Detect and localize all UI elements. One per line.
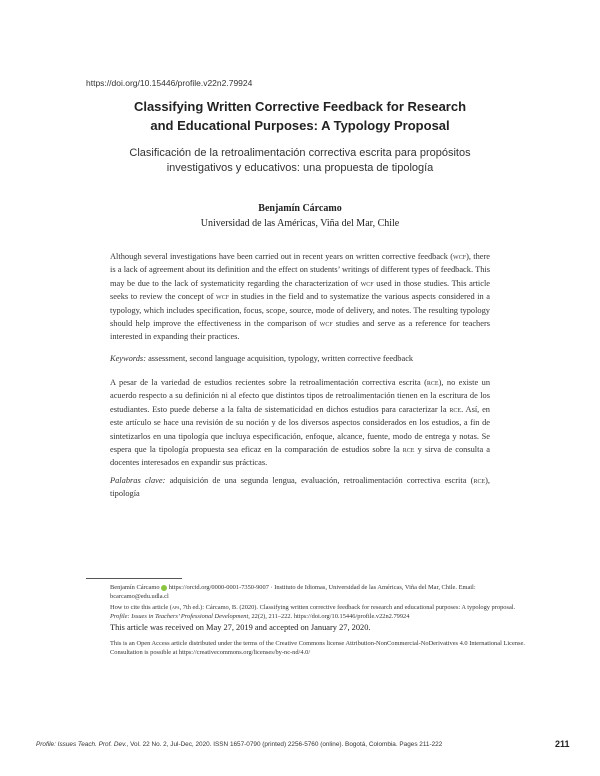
citation-text: , 22(2), 211–222. https://doi.org/10.15446/profile.v22n2.79924 <box>248 613 410 621</box>
abstract-text: in studies in the field and to systematize the various aspects considered in a typology, which includes specification, focus, scope, source, mode of delivery, and notes. The resulting typology should help improve the effectiveness in the comparison of <box>110 292 490 329</box>
abstract-text: studies and serve as a reference for teachers interested in expanding their practices. <box>110 319 490 342</box>
subtitle-line-1: Clasificación de la retroalimentación correctiva escrita para propósitos <box>129 147 471 159</box>
citation-footnote <box>110 603 530 621</box>
palabras-clave-text: ), tipología <box>110 476 490 499</box>
footer-text: , Vol. 22 No. 2, Jul-Dec, 2020. ISSN 1657-0790 (printed) 2256-5760 (online). Bogotá, Colombia. Pages 211-222 <box>126 741 443 748</box>
citation-journal: Profile: Issues in Teachers’ Professional Development <box>110 613 249 621</box>
keywords-text: assessment, second language acquisition, typology, written corrective feedback <box>145 354 414 363</box>
resumen-text: ), no existe un acuerdo respecto a su definición ni al efecto que distintos tipos de retroalimentación tienen en la escritura de los estudiantes. Esto puede deberse a la falta de sistematicidad en dichos estudios para caracterizar la <box>110 378 491 414</box>
page-number: 211 <box>555 739 570 749</box>
abstract-text: Although several investigations have been carried out in recent years on written corrective feedback ( <box>110 252 454 261</box>
footnote-divider <box>86 578 182 579</box>
article-title <box>80 97 520 135</box>
abbreviation: rce <box>473 476 486 485</box>
title-line-2: and Educational Purposes: A Typology Proposal <box>150 118 450 133</box>
abbreviation: rce <box>449 404 462 414</box>
abbreviation: rce <box>402 445 415 455</box>
abbreviation: wcf <box>319 319 333 329</box>
abbreviation: wcf <box>453 252 467 261</box>
received-note: This article was received on May 27, 2019 and accepted on January 27, 2020. <box>110 623 371 632</box>
abbreviation: apa <box>171 604 180 611</box>
abbreviation: wcf <box>360 278 374 288</box>
doi-link[interactable]: https://doi.org/10.15446/profile.v22n2.79924 <box>86 78 253 88</box>
citation-text: , 7th ed.): Cárcamo, B. (2020). Classifying written corrective feedback for research and educational purposes: A typology proposal. <box>179 604 516 611</box>
author-footnote-text: https://orcid.org/0000-0001-7350-9007 · Instituto de Idiomas, Universidad de las Américas, Viña del Mar, Chile. Email: bcarcamo@edu.udla.cl <box>110 584 476 601</box>
keywords-label: Keywords: <box>110 354 146 363</box>
journal-footer <box>36 741 442 748</box>
abbreviation: wcf <box>216 292 230 302</box>
palabras-clave-text: adquisición de una segunda lengua, evaluación, retroalimentación correctiva escrita ( <box>165 476 474 485</box>
author-footnote <box>110 583 530 601</box>
keywords <box>110 352 490 365</box>
author-affiliation: Universidad de las Américas, Viña del Mar, Chile <box>200 218 400 229</box>
article-subtitle <box>80 146 520 176</box>
author-footnote-name: Benjamín Cárcamo <box>110 584 160 591</box>
resumen-text: A pesar de la variedad de estudios recientes sobre la retroalimentación correctiva escrita ( <box>110 378 427 387</box>
abstract-text: used in those studies. This article seeks to review the concept of <box>110 278 491 302</box>
author-name: Benjamín Cárcamo <box>258 203 342 214</box>
palabras-clave <box>110 474 490 501</box>
resumen-text: y sirva de consulta a docentes interesados en expandir sus prácticas. <box>110 445 491 468</box>
footer-journal-name: Profile: Issues Teach. Prof. Dev. <box>36 741 127 748</box>
title-line-1: Classifying Written Corrective Feedback for Research <box>133 99 467 114</box>
resumen-text: . Así, en este artículo se hace una revisión de su noción y de los diversos aspectos considerados en los estudios, a fin de sintetizarlos en una tipología que incluya especificación, enfoque, alcance, fuente, modo de entrega y notas. Se espera que la tipología propuesta sea eficaz en la comparación de estudios sobre la <box>110 404 490 455</box>
license-footnote: This is an Open Access article distributed under the terms of the Creative Commons license Attribution-NonCommercial-NoDerivatives 4.0 International License. Consultation is possible at https://creativecommons.org/licenses/by-nc-nd/4.0/ <box>110 640 525 657</box>
palabras-clave-label: Palabras clave: <box>110 476 166 485</box>
subtitle-line-2: investigativos y educativos: una propuesta de tipología <box>166 162 434 174</box>
citation-text: How to cite this article ( <box>110 604 172 611</box>
abstract-text: ), there is a lack of agreement about its definition and the effect on students’ writings of different types of feedback. This may be due to the lack of systematicity regarding the characterization of <box>110 252 490 288</box>
abbreviation: rce <box>426 378 439 387</box>
abstract-spanish <box>110 376 490 470</box>
abstract-english <box>110 250 490 344</box>
